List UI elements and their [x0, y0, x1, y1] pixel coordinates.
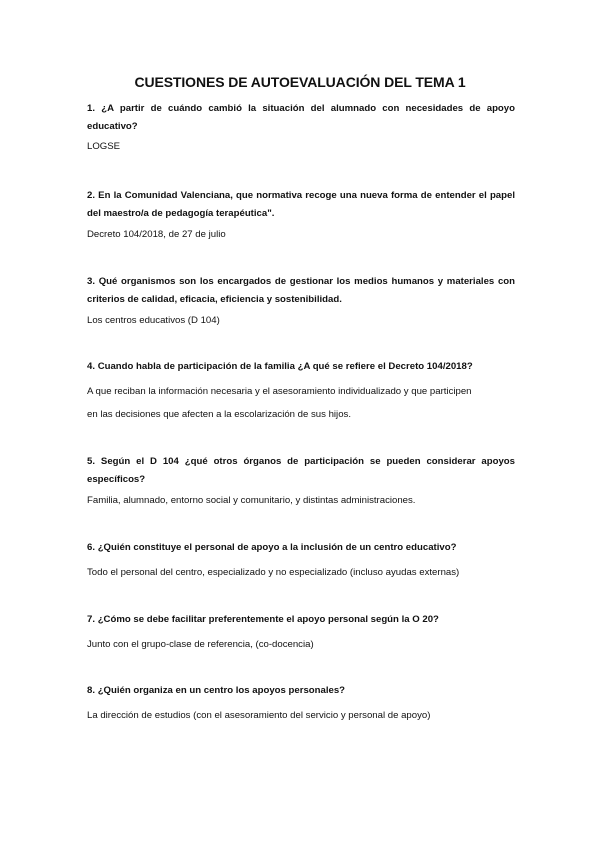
question-number: 8.	[87, 685, 96, 696]
answer-4-line-1: A que reciban la información necesaria y el asesoramiento individualizado y que participen	[87, 386, 472, 397]
answer-3-line-1: Los centros educativos (D 104)	[87, 315, 220, 326]
question-text: Cuando habla de participación de la familia ¿A qué se refiere el Decreto 104/2018?	[97, 361, 473, 372]
answer-7-line-1: Junto con el grupo-clase de referencia, (co-docencia)	[87, 639, 314, 650]
question-2	[87, 187, 515, 223]
answer-4-line-2: en las decisiones que afecten a la escolarización de sus hijos.	[87, 409, 351, 420]
question-text: Qué organismos son los encargados de gestionar los medios humanos y materiales con criterios de calidad, eficacia, eficiencia y sostenibilidad.	[87, 276, 515, 305]
question-7	[87, 611, 515, 629]
question-text: En la Comunidad Valenciana, que normativa recoge una nueva forma de entender el papel del maestro/a de pedagogía terapéutica".	[87, 190, 515, 219]
question-number: 3.	[87, 276, 96, 287]
document-title: CUESTIONES DE AUTOEVALUACIÓN DEL TEMA 1	[134, 74, 466, 90]
question-5	[87, 453, 515, 489]
answer-5-line-1: Familia, alumnado, entorno social y comunitario, y distintas administraciones.	[87, 495, 416, 506]
question-4	[87, 358, 515, 376]
answer-8-line-1: La dirección de estudios (con el asesoramiento del servicio y personal de apoyo)	[87, 710, 431, 721]
answer-6-line-1: Todo el personal del centro, especializado y no especializado (incluso ayudas externas)	[87, 567, 460, 578]
question-8	[87, 682, 515, 700]
question-text: Según el D 104 ¿qué otros órganos de participación se pueden considerar apoyos específicos?	[87, 456, 515, 485]
question-text: ¿Quién constituye el personal de apoyo a la inclusión de un centro educativo?	[97, 542, 457, 553]
question-1	[87, 100, 515, 136]
question-number: 4.	[87, 361, 96, 372]
question-text: ¿A partir de cuándo cambió la situación del alumnado con necesidades de apoyo educativo?	[87, 103, 515, 132]
answer-2-line-1: Decreto 104/2018, de 27 de julio	[87, 229, 226, 240]
question-text: ¿Cómo se debe facilitar preferentemente el apoyo personal según la O 20?	[97, 614, 439, 625]
question-6	[87, 539, 515, 557]
question-text: ¿Quién organiza en un centro los apoyos personales?	[97, 685, 346, 696]
question-number: 7.	[87, 614, 96, 625]
question-number: 5.	[87, 456, 96, 467]
question-number: 2.	[87, 190, 96, 201]
question-number: 1.	[87, 103, 96, 114]
answer-1-line-1: LOGSE	[87, 141, 121, 152]
question-3	[87, 273, 515, 309]
question-number: 6.	[87, 542, 96, 553]
